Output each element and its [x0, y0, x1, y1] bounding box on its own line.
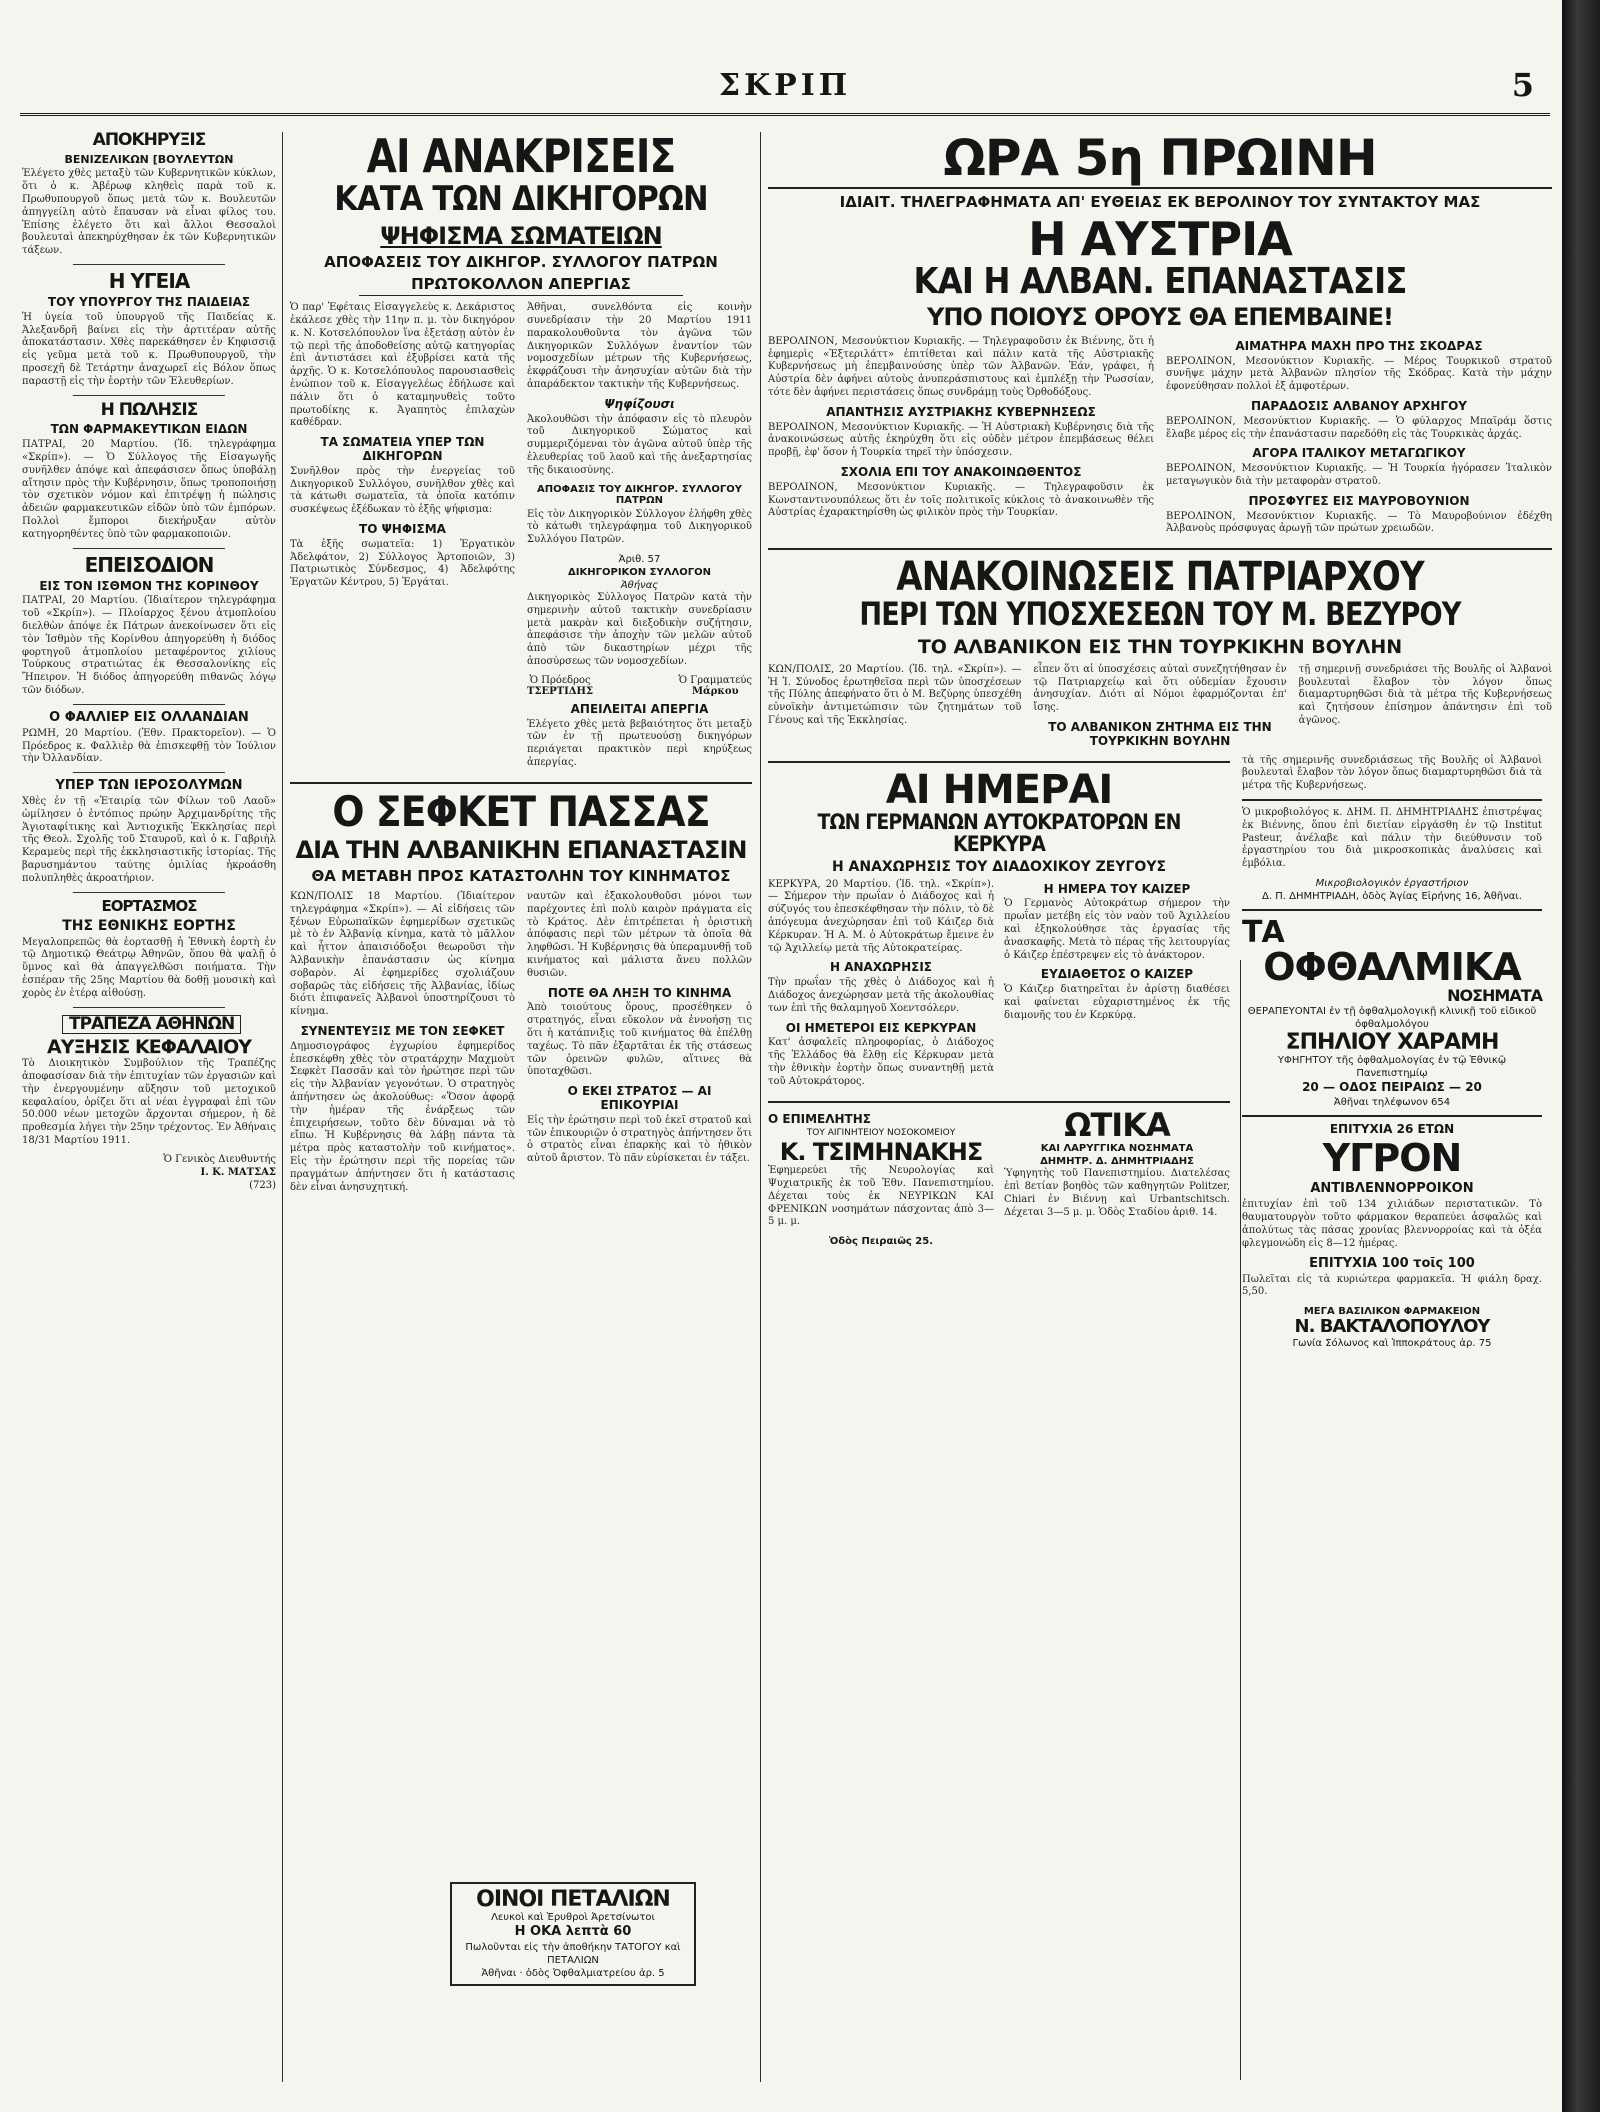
- ad-otika-name: ΔΗΜΗΤΡ. Δ. ΔΗΜΗΤΡΙΑΔΗΣ: [1040, 1156, 1194, 1168]
- divider: [73, 548, 225, 549]
- article-berlin-2: ΒΕΡΟΛΙΝΟΝ, Μεσονύκτιον Κυριακῆς. — Ἡ Αὐστριακὴ Κυβέρνησις διὰ τῆς ἀνακοινώσεως αὐτῆς ἐκηρύχθη ὅτι εἰς οὐδὲν μέτρον ἐπεμβάσεως θέλει προβῇ, ἐφ' ὅσον ἡ Τουρκία τηρεῖ τὴν ὑπόσχεσιν.: [768, 421, 1154, 459]
- divider: [73, 395, 225, 396]
- article-berlin-6: ΒΕΡΟΛΙΝΟΝ, Μεσονύκτιον Κυριακῆς. — Ἡ Τουρκία ἠγόρασεν Ἰταλικὸν μεταγωγικὸν διὰ τὴν μεταφορὰν στρατοῦ.: [1166, 463, 1552, 487]
- doctor-ads: [768, 1105, 1230, 1249]
- subhead-imerai: ΤΩΝ ΓΕΡΜΑΝΩΝ ΑΥΤΟΚΡΑΤΟΡΩΝ ΕΝ ΚΕΡΚΥΡΑ: [817, 809, 1181, 856]
- trapeza-ad-number: (723): [249, 1179, 276, 1191]
- subhead-oroi: ΥΠΟ ΠΟΙΟΥΣ ΟΡΟΥΣ ΘΑ ΕΠΕΜΒΑΙΝΕ!: [926, 302, 1393, 331]
- subhead-trapeza: ΑΥΞΗΣΙΣ ΚΕΦΑΛΑΙΟΥ: [47, 1036, 251, 1059]
- signatory-secretary: [679, 675, 753, 697]
- section-rule: [1242, 909, 1542, 911]
- section-rule: [768, 548, 1552, 550]
- subhead-imerai-2: Η ΑΝΑΧΩΡΗΣΙΣ ΤΟΥ ΔΙΑΔΟΧΙΚΟΥ ΖΕΥΓΟΥΣ: [831, 858, 1167, 875]
- headline-austria: Η ΑΥΣΤΡΙΑ: [1028, 211, 1292, 266]
- ad-ophth-address: 20 — ΟΔΟΣ ΠΕΙΡΑΙΩΣ — 20: [1302, 1080, 1482, 1095]
- subhead-sxolia: ΣΧΟΛΙΑ ΕΠΙ ΤΟΥ ΑΝΑΚΟΙΝΩΘΕΝΤΟΣ: [840, 464, 1082, 479]
- telegram-city: Ἀθήνας: [620, 579, 659, 591]
- patriarxou-col-3: [1299, 664, 1552, 751]
- ad-otika-title: ΩΤΙΚΑ: [1064, 1105, 1170, 1144]
- ad-ygron-title: ΥΓΡΟΝ: [1322, 1135, 1462, 1180]
- divider: [73, 264, 225, 265]
- patriarxou-columns: [768, 664, 1552, 751]
- anakriseis-left: [290, 302, 515, 776]
- ad-ygron-sub: ΑΝΤΙΒΛΕΝΝΟΡΡΟΙΚΟΝ: [1310, 1181, 1474, 1197]
- ad-ygron-epityxia: ΕΠΙΤΥΧΙΑ 26 ΕΤΩΝ: [1329, 1121, 1455, 1136]
- ad-ophth-rank: ΥΦΗΓΗΤΟΥ τῆς ὀφθαλμολογίας ἐν τῷ Ἐθνικῷ Πανεπιστημίῳ: [1277, 1055, 1507, 1080]
- subhead-eydiathetos: ΕΥΔΙΑΘΕΤΟΣ Ο ΚΑΙΖΕΡ: [1040, 967, 1194, 982]
- subhead-pote-lixi: ΠΟΤΕ ΘΑ ΛΗΞΗ ΤΟ ΚΙΝΗΜΑ: [547, 985, 732, 1000]
- subhead-tilegrafimata: ΙΔΙΑΙΤ. ΤΗΛΕΓΡΑΦΗΜΑΤΑ ΑΠ' ΕΥΘΕΙΑΣ ΕΚ ΒΕΡΟΛΙΝΟΥ ΤΟΥ ΣΥΝΤΑΚΤΟΥ ΜΑΣ: [839, 192, 1481, 211]
- article-sefket-left: ΚΩΝ/ΠΟΛΙΣ 18 Μαρτίου. (Ἰδιαίτερον τηλεγράφημα «Σκρίπ»). — Αἱ εἰδήσεις τῶν ξένων Εὐρωπαϊκῶν ἐφημερίδων σχετικῶς μὲ τὸ ἐν Ἀλβανίᾳ κίνημα, κατὰ τὸ μᾶλλον καὶ ἧττον ἀπαισιόδοξοι θεωροῦσι τὴν Ἀλβανικὴν ἐπανάστασιν ὡς κίνημα σοβαρὸν. Αἱ ἐφημερίδες σχολιάζουν σοβαρῶς τὰς εἰδήσεις τῆς Ἀλβανίας, ἰδίως διότι ἐπιφανεῖς Ἀλβανοὶ ὑποστηρίζουσι τὸ κίνημα.: [290, 890, 515, 1018]
- ad-oinoi-petalion: [450, 1882, 696, 1986]
- subhead-albanikon: ΤΟ ΑΛΒΑΝΙΚΟΝ ΖΗΤΗΜΑ ΕΙΣ ΤΗΝ ΤΟΥΡΚΙΚΗΝ ΒΟΥΛΗΝ: [1048, 719, 1272, 748]
- subhead-apergia: ΑΠΕΙΛΕΙΤΑΙ ΑΠΕΡΓΙΑ: [570, 701, 709, 716]
- article-ygeia: Ἡ ὑγεία τοῦ ὑπουργοῦ τῆς Παιδείας κ. Ἀλεξανδρῆ βαίνει εἰς τὴν ἀρτιτέραν αὐτῆς ἀποκατάστασιν. Χθὲς παρεκάθησεν ἐν Κηφισσιᾷ εἰς γεῦμα μετὰ τοῦ κ. Πρωθυπουργοῦ, τὴν προσεχῆ δὲ Τετάρτην ἀναχωρεῖ εἰς Βόλον ὅπως παραστῇ εἰς τὴν ἑορτὴν τῶν Ἐλευθερίων.: [22, 311, 276, 387]
- imerai-section: [768, 755, 1230, 1350]
- lower-right-block: [768, 755, 1552, 1350]
- article-apergia: Ἐλέγετο χθὲς μετὰ βεβαιότητος ὅτι μεταξὺ τῶν ἐν τῇ πρωτευούσῃ δικηγόρων περιάγεται πρακτικὸν περὶ κηρύξεως ἀπεργίας.: [527, 718, 752, 768]
- signatory-president: [527, 675, 593, 697]
- austria-right: [1166, 336, 1552, 542]
- subhead-sefket-2: ΘΑ ΜΕΤΑΒΗ ΠΡΟΣ ΚΑΤΑΣΤΟΛΗΝ ΤΟΥ ΚΙΝΗΜΑΤΟΣ: [311, 866, 731, 885]
- trapeza-signature-title: Ὁ Γενικὸς Διευθυντής: [163, 1153, 276, 1165]
- patriarxou-col-2: [1033, 664, 1286, 751]
- column-divider: [760, 132, 761, 2082]
- subhead-psifizousi: Ψηφίζουσι: [604, 396, 675, 411]
- ad-ophth-body: ΘΕΡΑΠΕΥΟΝΤΑΙ ἐν τῇ ὀφθαλμολογικῇ κλινικῇ τοῦ εἰδικοῦ ὀφθαλμολόγου: [1247, 1006, 1537, 1031]
- column-divider: [282, 132, 283, 2082]
- subhead-eortasmos: ΤΗΣ ΕΘΝΙΚΗΣ ΕΟΡΤΗΣ: [62, 918, 236, 935]
- trapeza-signature-name: Ι. Κ. ΜΑΤΣΑΣ: [200, 1166, 276, 1178]
- article-ierosolyma: Χθὲς ἐν τῇ «Ἑταιρίᾳ τῶν Φίλων τοῦ Λαοῦ» ὡμίλησεν ὁ ἐντόπιος πρώην Ἀρχιμανδρίτης τῆς Ἁγιοταφίτικης καὶ Ἀντιοχικῆς Ἐκκλησίας περὶ τῆς Θεολ. Σχολῆς τοῦ Σταυροῦ, καὶ ὁ κ. Γαβριὴλ Κεραμεὺς περὶ τῆς ἐκκλησιαστικῆς ἱστορίας. Τῆς βαρυσημάντου ταύτης ὁμιλίας ἠκροάσθη πολυπληθὲς ἀκροατήριον.: [22, 796, 276, 884]
- column-middle: [290, 129, 752, 1979]
- subhead-poliseis: ΤΩΝ ΦΑΡΜΑΚΕΥΤΙΚΩΝ ΕΙΔΩΝ: [50, 422, 248, 437]
- signatories: [527, 675, 752, 697]
- ad-ophth-ta: ΤΑ: [1242, 914, 1284, 950]
- section-rule: [1242, 799, 1542, 801]
- subhead-epeisodion: ΕΙΣ ΤΟΝ ΙΣΘΜΟΝ ΤΗΣ ΚΟΡΙΝΘΟΥ: [39, 578, 259, 593]
- subhead-apokirixis: ΒΕΝΙΖΕΛΙΚΩΝ [ΒΟΥΛΕΥΤΩΝ: [64, 152, 234, 166]
- secretary-label: Ὁ Γραμματεύς: [678, 674, 752, 686]
- sefket-right: [527, 891, 752, 1200]
- ad-oinoi-line1: Λευκοὶ καὶ Ἐρυθροὶ Ἀρετσίνωτοι: [491, 1912, 655, 1924]
- president-name: ΤΣΕΡΤΙΔΗΣ: [527, 685, 594, 697]
- article-berlin-1: ΒΕΡΟΛΙΝΟΝ, Μεσονύκτιον Κυριακῆς. — Τηλεγραφοῦσιν ἐκ Βιέννης, ὅτι ἡ ἐφημερὶς «Ἐξτεριλάττ» ἐπιτίθεται καὶ πάλιν κατὰ τῆς Αὐστριακῆς Κυβερνήσεως μὴ ἐπεμβαινούσης ὑπὲρ τῶν Ἀλβανῶν. Ἐάν, γράφει, ἡ Αὐστρία δὲν ἀφήνει αὐτοὺς ἀνυπεράσπιστους καὶ ἐμπλέξῃ τὴν Ῥωσσίαν, τότε δὲν ἀφήνει περιστάσεις ὅπως συνδράμῃ τοὺς Ὀρθοδόξους.: [768, 335, 1154, 398]
- ad-ygron-100: ΕΠΙΤΥΧΙΑ 100 τοῖς 100: [1309, 1255, 1475, 1271]
- subhead-aimatira: ΑΙΜΑΤΗΡΑ ΜΑΧΗ ΠΡΟ ΤΗΣ ΣΚΟΔΡΑΣ: [1235, 338, 1483, 353]
- article-pote-lixi: Ἀπὸ τοιούτους ὅρους, προσέθηκεν ὁ στρατηγός, εἶναι εὔκολον νὰ ἐννοήσῃ τις ὅτι ἡ κατάπνιξις τοῦ κινήματος θὰ ἐπέλθῃ ταχέως. Τὸ πᾶν ἐξαρτᾶται ἐκ τῆς στάσεως τῶν ὀρεινῶν φυλῶν, αἵτινες θὰ ὑποταχθῶσι.: [527, 1002, 752, 1078]
- article-poliseis: ΠΑΤΡΑΙ, 20 Μαρτίου. (Ἰδ. τηλεγράφημα «Σκρίπ»). — Ὁ Σύλλογος τῆς Εἰσαγωγῆς συνῆλθεν ἀπόψε καὶ ἀπεφάσισεν ὅπως ὑποβάλῃ αἴτησιν πρὸς τὴν Κυβέρνησιν, ὅπως τροποποιήσῃ τὸν σχετικὸν νόμον καὶ ἐπιτρέψῃ ἡ πώλησις ἀδειῶν φαρμακευτικῶν εἰδῶν ὑπὸ τῶν ἐμπόρων. Πολλοὶ ἔμποροι διεκήρυξαν αὐτὸν κατηγορηθέντες ὑπὸ τῶν φαρμακοποιῶν.: [22, 439, 276, 540]
- masthead: [20, 62, 1550, 124]
- anakriseis-columns: [290, 302, 752, 776]
- ad-micro-name: Δ. Π. ΔΗΜΗΤΡΙΑΔΗ, ὁδὸς Ἁγίας Εἰρήνης 16, Ἀθῆναι.: [1262, 890, 1522, 902]
- subhead-anaxorisis: Η ΑΝΑΧΩΡΗΣΙΣ: [830, 960, 932, 975]
- article-berlin-4: ΒΕΡΟΛΙΝΟΝ, Μεσονύκτιον Κυριακῆς. — Μέρος Τουρκικοῦ στρατοῦ συνῆψε μάχην μετὰ Ἀλβανῶν πλησίον τῆς Σκόδρας. Κατὰ τὴν μάχην ἐφονεύθησαν πολλοὶ ἐξ ἀμφοτέρων.: [1166, 355, 1552, 393]
- column-left: [22, 132, 276, 1193]
- subhead-kaizer: Η ΗΜΕΡΑ ΤΟΥ ΚΑΙΖΕΡ: [1043, 881, 1191, 896]
- ad-ygron-address: Γωνία Σόλωνος καὶ Ἱπποκράτους ἀρ. 75: [1292, 1338, 1492, 1349]
- subhead-somateia: ΤΑ ΣΩΜΑΤΕΙΑ ΥΠΕΡ ΤΩΝ ΔΙΚΗΓΟΡΩΝ: [320, 435, 485, 463]
- telegram-recipient: ΔΙΚΗΓΟΡΙΚΟΝ ΣΥΛΛΟΓΟΝ: [568, 566, 711, 578]
- ad-oinoi-price: Η ΟΚΑ λεπτὰ 60: [514, 1924, 632, 1940]
- article-berlin-3: ΒΕΡΟΛΙΝΟΝ, Μεσονύκτιον Κυριακῆς. — Τηλεγραφοῦσιν ἐκ Κωνσταντινουπόλεως ὅτι ἐν τοῖς πολιτικοῖς κύκλοις τὸ ἀνακοινωθὲν τῆς Αὐστρίας ἐχαρακτηρίσθη ὡς φιλικὸν πρὸς τὴν Τουρκίαν.: [768, 481, 1154, 519]
- ad-oinoi-address: Ἀθῆναι · ὁδὸς Ὀφθαλμιατρείου ἀρ. 5: [481, 1967, 665, 1979]
- ad-micro-lab: Μικροβιολογικὸν ἐργαστήριον: [1315, 877, 1469, 889]
- divider: [73, 1007, 225, 1008]
- article-epeisodion: ΠΑΤΡΑΙ, 20 Μαρτίου. (Ἰδιαίτερον τηλεγράφημα τοῦ «Σκρίπ»). — Πλοίαρχος ξένου ἀτμοπλοίου διελθὼν ἀπόψε ἐκ Πάτρων ἀνεκοίνωσεν ὅτι εἰς τὸν Ἰσθμὸν τῆς Κορίνθου ἀπηγορεύθη ἡ διόδος φορτηγοῦ ἀτμοπλοίου μεταφέροντος χιλίους Τούρκους στρατιώτας ἐκ Θεσσαλονίκης εἰς Ἤπειρον. Ἡ διόδος ἀπηγορεύθη πιθανῶς λόγῳ τῶν διόδων.: [22, 595, 276, 697]
- subhead-sefket: ΔΙΑ ΤΗΝ ΑΛΒΑΝΙΚΗΝ ΕΠΑΝΑΣΤΑΣΙΝ: [295, 835, 747, 864]
- article-ekei-stratos: Εἰς τὴν ἐρώτησιν περὶ τοῦ ἐκεῖ στρατοῦ καὶ τῶν ἐπικουριῶν ὁ στρατηγὸς ἀπήντησεν ὅτι ὁ στρατὸς εἶναι ἐπαρκὴς καὶ τὸ ἡθικὸν αὐτοῦ ἄριστον. Τὸ πᾶν εὑρίσκεται ἐν τάξει.: [527, 1114, 752, 1165]
- page-number: 5: [1511, 66, 1534, 104]
- sefket-left: [290, 891, 515, 1200]
- article-imerai-5: Ὁ Κάιζερ διατηρεῖται ἐν ἀρίστῃ διαθέσει καὶ φαίνεται εὐχαριστημένος ἐκ τῆς διαμονῆς του ἐν Κερκύρᾳ.: [1004, 984, 1230, 1021]
- ad-tsiminakis-name: Κ. ΤΣΙΜΗΝΑΚΗΣ: [779, 1138, 983, 1167]
- ad-otika-body: Ὑφηγητὴς τοῦ Πανεπιστημίου. Διατελέσας ἐπὶ 8ετίαν βοηθὸς τῶν καθηγητῶν Politzer, Chiari ἐν Βιέννῃ καὶ Urbantschitsch. Δέχεται 3—5 μ. μ. Ὁδὸς Σταδίου ἀριθ. 14.: [1004, 1168, 1230, 1218]
- subhead-protokollon: ΠΡΩΤΟΚΟΛΛΟΝ ΑΠΕΡΓΙΑΣ: [359, 275, 682, 296]
- headline-sefket: Ο ΣΕΦΚΕΤ ΠΑΣΣΑΣ: [332, 786, 710, 836]
- ad-epimel-body: Ἐφημερεύει τῆς Νευρολογίας καὶ Ψυχιατρικῆς ἐκ τοῦ Ἐθν. Πανεπιστημίου. Δέχεται τοὺς ἐκ ΝΕΥΡΙΚΩΝ ΚΑΙ ΦΡΕΝΙΚΩΝ νοσημάτων πάσχοντας ἀπὸ 3—5 μ. μ.: [768, 1165, 994, 1228]
- subhead-agora: ΑΓΟΡΑ ΙΤΑΛΙΚΟΥ ΜΕΤΑΓΩΓΙΚΟΥ: [1252, 446, 1466, 461]
- subhead-apofasis-patron: ΑΠΟΦΑΣΙΣ ΤΟΥ ΔΙΚΗΓΟΡ. ΣΥΛΛΟΓΟΥ ΠΑΤΡΩΝ: [537, 483, 742, 507]
- article-apofasis-patron: Εἰς τὸν Δικηγορικὸν Σύλλογον ἐλήφθη χθὲς τὸ κάτωθι τηλεγράφημα τοῦ Δικηγορικοῦ Συλλόγου Πατρῶν.: [527, 508, 752, 546]
- article-anakriseis-right: Ἀθῆναι, συνελθόντα εἰς κοινὴν συνεδρίασιν τὴν 20 Μαρτίου 1911 παρακολουθοῦντα τὸν ἀγῶνα τῶν Δικηγορικῶν Συλλόγων ἐναντίον τῶν νομοσχεδίων μέτρων τῆς Κυβερνήσεως, ἐκφράζουσι τὴν ἀνησυχίαν αὐτῶν διὰ τὴν ἀπαράδεκτον τακτικὴν τῆς Κυβερνήσεως.: [527, 302, 752, 390]
- headline-falier: Ο ΦΑΛΛΙΕΡ ΕΙΣ ΟΛΛΑΝΔΙΑΝ: [49, 709, 249, 725]
- imerai-right: [1004, 879, 1230, 1095]
- imerai-columns: [768, 879, 1230, 1095]
- article-side-1: τὰ τῆς σημερινῆς συνεδριάσεως τῆς Βουλῆς οἱ Ἀλβανοὶ βουλευταὶ ἔλαβον τὸν λόγον ὅπως διαμαρτυρηθῶσι διὰ τὰ μέτρα τῆς Κυβερνήσεως.: [1242, 754, 1542, 792]
- subhead-albaniki-epanastasis: ΚΑΙ Η ΑΛΒΑΝ. ΕΠΑΝΑΣΤΑΣΙΣ: [913, 260, 1407, 302]
- austria-left: [768, 336, 1154, 542]
- headline-imerai: ΑΙ ΗΜΕΡΑΙ: [885, 766, 1113, 813]
- headline-psifisma: ΨΗΦΙΣΜΑ ΣΩΜΑΤΕΙΩΝ: [380, 221, 662, 250]
- headline-trapeza: ΤΡΑΠΕΖΑ ΑΘΗΝΩΝ: [62, 1015, 241, 1035]
- subhead-tourkiki-vouli: ΤΟ ΑΛΒΑΝΙΚΟΝ ΕΙΣ ΤΗΝ ΤΟΥΡΚΙΚΗΝ ΒΟΥΛΗΝ: [917, 635, 1403, 658]
- article-synenteuxis: Δημοσιογράφος ἐγχωρίου ἐφημερίδος ἐπεσκέφθη χθὲς τὸν στρατάρχην Μαχμοὺτ Σεφκὲτ Πασσᾶν καὶ τὸν ἠρώτησε περὶ τῶν εἰς τὴν Ἀλβανίαν γεγονότων. Ὁ στρατηγὸς ἀπήντησεν ὡς ἀκολούθως: «Ὅσον ἀφορᾷ τὴν ἡμέραν τῆς ἐνάρξεως τῶν ἐπιχειρήσεων, τοῦτο δὲν δύναμαι νὰ τὸ εἴπω. Ἡ Κυβέρνησις θὰ λάβῃ πάντα τὰ μέτρα πρὸς καταστολὴν τοῦ κινήματος». Εἰς τὴν ἐρώτησιν περὶ τῆς πορείας τῶν πραγμάτων ἀπήντησεν ὅτι ἡ κατάστασις δὲν εἶναι ἀνησυχητική.: [290, 1040, 515, 1193]
- article-imerai-2: Τὴν πρωΐαν τῆς χθὲς ὁ Διάδοχος καὶ ἡ Διάδοχος ἀνεχώρησαν μετὰ τῆς ἀκολουθίας των ἐπὶ τῆς θαλαμηγοῦ Χοεντσόλερν.: [768, 977, 994, 1014]
- headline-anakriseis: ΑΙ ΑΝΑΚΡΙΣΕΙΣ: [366, 129, 676, 183]
- divider: [73, 892, 225, 893]
- headline-apokirixis: ΑΠΟΚΗΡΥΞΙΣ: [92, 130, 206, 150]
- headline-ora-5: ΩΡΑ 5η ΠΡΩΙΝΗ: [768, 132, 1552, 189]
- ad-epimel-title: Ο ΕΠΙΜΕΛΗΤΗΣ: [768, 1111, 871, 1126]
- subhead-to-psifisma: ΤΟ ΨΗΦΙΣΜΑ: [359, 521, 446, 536]
- divider: [73, 704, 225, 705]
- subhead-ekei-stratos: Ο ΕΚΕΙ ΣΤΡΑΤΟΣ — ΑΙ ΕΠΙΚΟΥΡΙΑΙ: [567, 1084, 712, 1112]
- subhead-synenteuxis: ΣΥΝΕΝΤΕΥΞΙΣ ΜΕ ΤΟΝ ΣΕΦΚΕΤ: [300, 1023, 505, 1038]
- column-right: [768, 129, 1552, 1350]
- ad-ygron-body2: Πωλεῖται εἰς τὰ κυριώτερα φαρμακεῖα. Ἡ φιάλη δραχ. 5,50.: [1242, 1273, 1542, 1298]
- headline-ygeia: Η ΥΓΕΙΑ: [108, 269, 190, 294]
- article-sefket-right: ναυτῶν καὶ ἐξακολουθοῦσι μόνοι των παρέχοντες ἐπὶ πολὺ καιρὸν πράγματα εἰς τὸ Κράτος. Δὲν ἐπιτρέπεται ἡ ὁριστικὴ ἀπόφασις περὶ τῶν μέτρων τὰ ὁποῖα θὰ ληφθῶσι. Ἡ Κυβέρνησις θὰ ὑπεραμυνθῇ τοῦ κινήματος καὶ μάλιστα ἄνευ πολλῶν θυσιῶν.: [527, 890, 752, 979]
- imerai-left: [768, 879, 994, 1095]
- article-eortasmos: Μεγαλοπρεπῶς θὰ ἑορτασθῇ ἡ Ἐθνικὴ ἑορτὴ ἐν τῷ Δημοτικῷ Θεάτρῳ Ἀθηνῶν, ὅπου θὰ ψαλῇ ὁ ὕμνος καὶ θὰ ἀπαγγελθῶσι ποιήματα. Τὴν ἑσπέραν τῆς 25ης Μαρτίου θὰ δοθῇ μουσικὴ καὶ χορὸς ἐν ἑτέρᾳ αἰθούσῃ.: [22, 936, 276, 999]
- article-berlin-5: ΒΕΡΟΛΙΝΟΝ, Μεσονύκτιον Κυριακῆς. — Ὁ φύλαρχος Μπαϊράμ ὅστις ἔλαβε μέρος εἰς τὴν ἐπανάστασιν παρεδόθη εἰς τὰς Τουρκικὰς ἀρχάς.: [1166, 415, 1552, 440]
- divider: [73, 772, 225, 773]
- headline-ierosolyma: ΥΠΕΡ ΤΩΝ ΙΕΡΟΣΟΛΥΜΩΝ: [55, 778, 243, 794]
- ad-ophth-nosimata: ΝΟΣΗΜΑΤΑ: [1447, 986, 1542, 1006]
- newspaper-name: ΣΚΡΙΠ: [718, 68, 852, 103]
- article-imerai-1: ΚΕΡΚΥΡΑ, 20 Μαρτίου. (Ἰδ. τηλ. «Σκρίπ»). — Σήμερον τὴν πρωΐαν ὁ Διάδοχος καὶ ἡ σύζυγός του ἐπεσκέφθησαν τὴν πόλιν, τὸ δὲ ἀπόγευμα ἀνεχώρησαν ἐπὶ τοῦ Κάιζερ διὰ Κέρκυραν. Ἡ Α. Μ. ὁ Αὐτοκράτωρ ἔμεινε ἐν τῷ Ἀχιλλείῳ μετὰ τῆς Αὐτοκρατείρας.: [768, 878, 994, 954]
- article-psifizousi: Ἀκολουθῶσι τὴν ἀπόφασιν εἰς τὸ πλευρὸν τοῦ Δικηγορικοῦ Σώματος καὶ συμμεριζόμεναι τὸν ἀγῶνα αὐτοῦ ὑπὲρ τῆς ἐλευθερίας τοῦ λαοῦ καὶ τῆς ἀνεξαρτησίας τῆς δικαιοσύνης.: [527, 413, 752, 476]
- ad-ygron-body: ἐπιτυχίαν ἐπὶ τοῦ 134 χιλιάδων περιστατικῶν. Τὸ θαυματουργὸν τοῦτο φάρμακον θεραπεύει ἀσφαλῶς καὶ ἀπολύτως τὰς πάσας χρονίας βλεννορροίας καὶ τὰ ὀξέα φλεγμονώδη εἰς 8—12 ἡμέρας.: [1242, 1199, 1542, 1249]
- article-imerai-3: Κατ' ἀσφαλεῖς πληροφορίας, ὁ Διάδοχος τῆς Ἑλλάδος θὰ ἔλθῃ εἰς Κέρκυραν μετὰ τὴν ἐθνικὴν ἑορτὴν ὅπως συναντηθῇ μετὰ τοῦ Αὐτοκράτορος.: [768, 1037, 994, 1087]
- ad-otika: [1004, 1105, 1230, 1249]
- headline-eortasmos: ΕΟΡΤΑΣΜΟΣ: [101, 896, 197, 915]
- ad-ophth-title: ΟΦΘΑΛΜΙΚΑ: [1263, 945, 1521, 990]
- headline-kata-dikigoron: ΚΑΤΑ ΤΩΝ ΔΙΚΗΓΟΡΩΝ: [334, 179, 708, 220]
- section-rule: [290, 782, 752, 784]
- subhead-paradosis: ΠΑΡΑΔΟΣΙΣ ΑΛΒΑΝΟΥ ΑΡΧΗΓΟΥ: [1251, 398, 1467, 413]
- article-telegram: Δικηγορικὸς Σύλλογος Πατρῶν κατὰ τὴν σημερινὴν αὐτοῦ τακτικὴν συνεδρίασιν μετὰ μακρὰν καὶ διεξοδικὴν συζήτησιν, ἀπεφάσισε τὴν ἀποχὴν τῶν μελῶν αὐτοῦ ἀπὸ τῶν δικαστηρίων μέχρι τῆς ἀποσύρσεως τῶν νομοσχεδίων.: [527, 591, 752, 667]
- article-somateia: Συνῆλθον πρὸς τὴν ἐνεργείας τοῦ Δικηγορικοῦ Συλλόγου, συνῆλθον χθὲς καὶ τὰ κάτωθι σωματεῖα, τὰ ὁποῖα κατόπιν συσκέψεως ἐξέδωκαν τὸ ἑξῆς ψήφισμα:: [290, 465, 515, 516]
- article-psifisma-list: Τὰ ἑξῆς σωματεῖα: 1) Ἐργατικὸν Ἀδελφάτον, 2) Σύλλογος Ἀρτοποιῶν, 3) Πατριωτικὸς Σύνδεσμος, 4) Ἀδελφότης Ἐργατῶν Κέντρου, 5) Ἐργάται.: [290, 538, 515, 589]
- article-falier: ΡΩΜΗ, 20 Μαρτίου. (Ἐθν. Πρακτορεῖον). — Ὁ Πρόεδρος κ. Φαλλιὲρ θὰ ἐπισκεφθῇ τὸν Ἰούλιον τὴν Ὀλλανδίαν.: [22, 727, 276, 765]
- article-patriarxou-2: εἶπεν ὅτι αἱ ὑποσχέσεις αὐταὶ συνεζητήθησαν ἐν τῷ Πατριαρχείῳ καὶ ὅτι οὐδεμίαν ἔχουσιν ἀνησυχίαν. Διότι αἱ Νόμοι ἐφαρμόζονται ἐπ' ἴσης.: [1033, 663, 1287, 714]
- ad-otika-sub: ΚΑΙ ΛΑΡΥΓΓΙΚΑ ΝΟΣΗΜΑΤΑ: [1040, 1143, 1194, 1155]
- secretary-name: Μάρκου: [691, 685, 739, 697]
- article-imerai-4: Ὁ Γερμανὸς Αὐτοκράτωρ σήμερον τὴν πρωΐαν μετέβη εἰς τὸν ναὸν τοῦ Ἀχιλλείου καὶ ἐξηκολούθησε τὰς ἐργασίας τῆς ἀνασκαφῆς. Μετὰ τὸ πέρας τῆς λειτουργίας ὁ Κάιζερ ἐπέστρεψεν εἰς τὸ ἀνάκτορον.: [1004, 898, 1230, 961]
- sefket-columns: [290, 891, 752, 1200]
- austria-columns: [768, 336, 1552, 542]
- article-patriarxou-1: ΚΩΝ/ΠΟΛΙΣ, 20 Μαρτίου. (Ἰδ. τηλ. «Σκρίπ»). — Ἡ Ἱ. Σύνοδος ἐρωτηθεῖσα περὶ τῶν ὑποσχέσεων τῆς Πύλης ἀπεφήνατο ὅτι ὁ Μ. Βεζύρης ὑπεσχέθη εὐνοϊκὴν ἀντιμετώπισιν τῶν ζητημάτων τοῦ Γένους καὶ τῆς Ἐκκλησίας.: [768, 663, 1022, 726]
- article-apokirixis: Ἐλέγετο χθὲς μεταξὺ τῶν Κυβερνητικῶν κύκλων, ὅτι ὁ κ. Ἀβέρωφ κληθεὶς παρὰ τοῦ κ. Πρωθυπουργοῦ ὅπως μετὰ τῶν κ. Βουλευτῶν ἀπηγγείλη αὐτὸ ἔπαυσαν νὰ εἶναι φίλος του. Ἐπίσης ἐλέγετο ὅτι καὶ ἄλλοι Θεσσαλοὶ βουλευταὶ ἀπεκηρύχθησαν ἐκ τῶν Κυβερνητικῶν τάξεων.: [22, 168, 276, 257]
- headline-epeisodion: ΕΠΕΙΣΟΔΙΟΝ: [84, 552, 214, 577]
- subhead-apantisis: ΑΠΑΝΤΗΣΙΣ ΑΥΣΤΡΙΑΚΗΣ ΚΥΒΕΡΝΗΣΕΩΣ: [826, 404, 1096, 419]
- scan-edge: [1562, 0, 1600, 2112]
- president-label: Ὁ Πρόεδρος: [529, 674, 591, 686]
- article-dimitriadis: Ὁ μικροβιολόγος κ. ΔΗΜ. Π. ΔΗΜΗΤΡΙΑΔΗΣ ἐπιστρέψας ἐκ Βιέννης, ὅπου ἐπὶ διετίαν εἰργάσθη ἐν τῷ Institut Pasteur, ἀνέλαβε καὶ πάλιν τὴν διεύθυνσιν τοῦ ἐργαστηρίου του διὰ μικροσκοπικὰς ἀναλύσεις καὶ ἐμβόλια.: [1242, 806, 1542, 870]
- ad-ygron-pharmacy: ΜΕΓΑ ΒΑΣΙΛΙΚΟΝ ΦΑΡΜΑΚΕΙΟΝ: [1303, 1306, 1481, 1318]
- ad-epimel-sub: ΤΟΥ ΑΙΓΙΝΗΤΕΙΟΥ ΝΟΣΟΚΟΜΕΙΟΥ: [806, 1128, 956, 1139]
- headline-poliseis: Η ΠΩΛΗΣΙΣ: [100, 399, 198, 420]
- patriarxou-col-1: [768, 664, 1021, 751]
- article-anakriseis-left: Ὁ παρ' Ἐφέταις Εἰσαγγελεὺς κ. Δεκάριστος ἐκάλεσε χθὲς τὴν 11ην π. μ. τὸν δικηγόρον κ. Ν. Κοτσελόπουλον ἵνα ἐξετάσῃ αὐτὸν ἐν τῷ περὶ τῆς ἀποδοθείσης αὐτῷ κατηγορίας ἐπὶ ἀντιστάσει καὶ ἐξυβρίσει κατὰ τῆς ἀρχῆς. Ὁ κ. Κοτσελόπουλος παρουσιασθεὶς ἐνώπιον τοῦ κ. Εἰσαγγελέως ἐδήλωσε καὶ πάλιν ὅτι ὁ καταμηνυθεὶς τοῦτο πρωτοδίκης κ. Ἀγαπητὸς ἐπιλαχὼν καθέδραν.: [290, 302, 515, 429]
- article-berlin-7: ΒΕΡΟΛΙΝΟΝ, Μεσονύκτιον Κυριακῆς. — Τὸ Μαυροβούνιον ἐδέχθη Ἀλβανοὺς πρόσφυγας ἀρωγῇ τῶν πρώτων χρειωδῶν.: [1166, 510, 1552, 535]
- section-rule: [768, 761, 1230, 763]
- anakriseis-right: [527, 302, 752, 776]
- section-rule: [1242, 1115, 1542, 1117]
- ad-oinoi-line3: Πωλοῦνται εἰς τὴν ἀποθήκην ΤΑΤΟΓΟΥ καὶ ΠΕΤΑΛΙΩΝ: [465, 1941, 681, 1966]
- subhead-ygeia: ΤΟΥ ΥΠΟΥΡΓΟΥ ΤΗΣ ΠΑΙΔΕΙΑΣ: [47, 295, 251, 310]
- telegram-number: Ἀριθ. 57: [618, 553, 661, 565]
- subhead-vezyrou: ΠΕΡΙ ΤΩΝ ΥΠΟΣΧΕΣΕΩΝ ΤΟΥ Μ. ΒΕΖΥΡΟΥ: [859, 595, 1461, 634]
- masthead-rule: [20, 113, 1550, 116]
- subhead-imeteroi: ΟΙ ΗΜΕΤΕΡΟΙ ΕΙΣ ΚΕΡΚΥΡΑΝ: [785, 1020, 977, 1035]
- ad-oinoi-title: ΟΙΝΟΙ ΠΕΤΑΛΙΩΝ: [476, 1887, 670, 1912]
- section-rule: [768, 1101, 1230, 1103]
- article-trapeza: Τὸ Διοικητικὸν Συμβούλιον τῆς Τραπέζης ἀποφασίσαν διὰ τὴν ἐπιτυχίαν τῶν ἐργασιῶν καὶ τὴν ἐνεργουμένην αὔξησιν τοῦ μετοχικοῦ κεφαλαίου, ὁρίζει ὅτι αἱ νέαι ἐγγραφαὶ ἐπὶ τῶν 50.000 νέων μετοχῶν ἄρχονται σήμερον, ἡ δὲ προθεσμία λήγει τὴν 25ην τρέχοντος. Ἐν Ἀθήναις 18/31 Μαρτίου 1911.: [22, 1058, 276, 1147]
- subhead-apofaseis: ΑΠΟΦΑΣΕΙΣ ΤΟΥ ΔΙΚΗΓΟΡ. ΣΥΛΛΟΓΟΥ ΠΑΤΡΩΝ: [324, 253, 718, 272]
- ad-epimel-address: Ὁδὸς Πειραιῶς 25.: [828, 1236, 934, 1248]
- right-side-ads: [1242, 755, 1542, 1350]
- ad-tsiminakis: [768, 1109, 994, 1249]
- ad-ygron-pharmacy-name: Ν. ΒΑΚΤΑΛΟΠΟΥΛΟΥ: [1294, 1316, 1490, 1338]
- subhead-prosfyges: ΠΡΟΣΦΥΓΕΣ ΕΙΣ ΜΑΥΡΟΒΟΥΝΙΟΝ: [1248, 493, 1470, 508]
- ad-ophth-phone: Ἀθῆναι τηλέφωνον 654: [1333, 1096, 1451, 1108]
- headline-patriarxou: ΑΝΑΚΟΙΝΩΣΕΙΣ ΠΑΤΡΙΑΡΧΟΥ: [896, 554, 1424, 601]
- article-patriarxou-3: τῇ σημερινῇ συνεδριάσει τῆς Βουλῆς οἱ Ἀλβανοὶ βουλευταὶ ἔλαβον τὸν λόγον ὅπως διαμαρτυρηθῶσι διὰ τὰ μέτρα τῆς Κυβερνήσεως καὶ ζητήσουν ἐπίσημον ἀπάντησιν ἐπὶ τοῦ ἀγῶνος.: [1298, 663, 1552, 726]
- ad-ophth-name: ΣΠΗΛΙΟΥ ΧΑΡΑΜΗ: [1285, 1030, 1499, 1056]
